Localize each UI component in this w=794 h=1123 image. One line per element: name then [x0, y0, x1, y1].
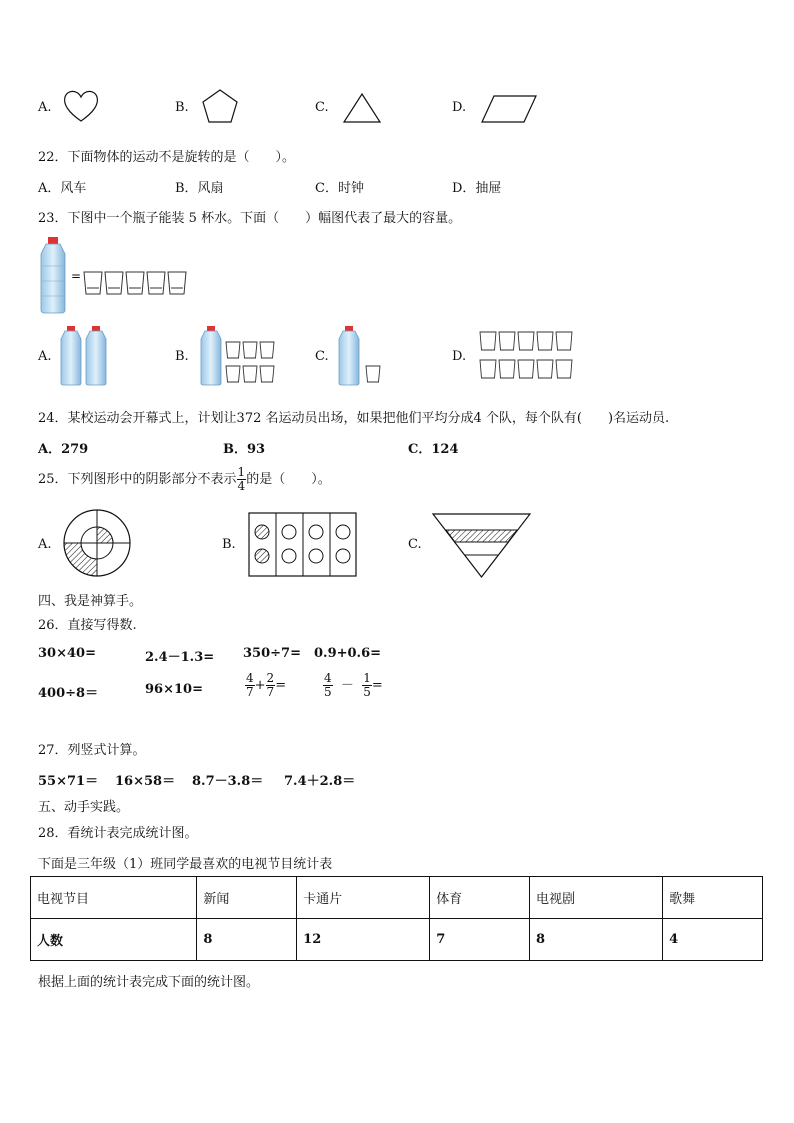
q22-option-d: D．抽屉 [452, 181, 502, 196]
section-5-heading: 五、动手实践。 [38, 800, 130, 815]
q21-option-a-label: A. [38, 100, 52, 115]
q21-option-b-label: B. [175, 100, 189, 115]
q23-option-a-label: A. [38, 349, 52, 364]
q26-fraction-sum: $\frac{4}{7}$ + $\frac{2}{7}$ = [246, 671, 287, 699]
q25-option-c-label: C. [408, 537, 422, 552]
q22-question: 22．下面物体的运动不是旋转的是（ ）。 [38, 150, 296, 165]
table-cell: 7 [430, 919, 530, 961]
q22-option-c: C．时钟 [315, 181, 364, 196]
fraction-one-quarter: $\frac{1}{4}$ [237, 465, 246, 493]
table-header-row [31, 877, 763, 919]
q26-item-5: 400÷8＝ [38, 686, 99, 701]
q25-option-b-label: B. [222, 537, 236, 552]
q23-option-b-image [200, 326, 278, 386]
cups-row [84, 272, 186, 294]
q26-item-1: 30×40= [38, 646, 96, 661]
q26-item-6: 96×10= [145, 682, 203, 697]
pentagon-shape [200, 88, 240, 124]
bottle-and-cups-illustration [38, 236, 198, 314]
table-cell: 4 [663, 919, 763, 961]
q27-question: 27．列竖式计算。 [38, 743, 146, 758]
table-cell: 12 [297, 919, 430, 961]
q25-question: 25．下列图形中的阴影部分不表示 $\frac{1}{4}$ 的是（ ）。 [38, 465, 331, 493]
table-cell: 电视剧 [530, 877, 663, 919]
q27-item-2: 16×58＝ [115, 774, 176, 789]
q23-option-c-image [338, 326, 388, 386]
q23-option-d-label: D. [452, 349, 467, 364]
table-cell: 8 [197, 919, 297, 961]
q25-option-a-label: A. [38, 537, 52, 552]
q24-question: 24．某校运动会开幕式上，计划让372 名运动员出场，如果把他们平均分成4 个队，每个队有( )名运动员. [38, 411, 670, 426]
table-cell: 人数 [31, 919, 197, 961]
q26-item-4: 0.9+0.6= [314, 646, 382, 661]
q25-option-b-grid [248, 512, 358, 578]
table-caption: 下面是三年级（1）班同学最喜欢的电视节目统计表 [38, 857, 333, 872]
bottle-icon [41, 237, 65, 313]
q23-option-b-label: B. [175, 349, 189, 364]
equals-sign: = [71, 269, 82, 283]
table-cell: 新闻 [197, 877, 297, 919]
triangle-shape [342, 92, 382, 124]
q28-question: 28．看统计表完成统计图。 [38, 826, 198, 841]
parallelogram-shape [480, 94, 538, 124]
table-row [31, 919, 763, 961]
section-4-heading: 四、我是神算手。 [38, 594, 143, 609]
table-cell: 卡通片 [297, 877, 430, 919]
heart-shape [62, 88, 100, 124]
q26-item-2: 2.4－1.3= [145, 650, 215, 665]
q25-option-a-circle [62, 508, 132, 578]
q24-option-a: A．279 [38, 442, 89, 457]
q27-item-1: 55×71＝ [38, 774, 99, 789]
table-cell: 体育 [430, 877, 530, 919]
q23-option-a-image [60, 326, 112, 386]
q27-item-4: 7.4＋2.8＝ [284, 774, 356, 789]
tv-program-table [30, 876, 763, 961]
q24-option-b: B．93 [223, 442, 266, 457]
q27-item-3: 8.7－3.8＝ [192, 774, 264, 789]
table-cell: 8 [530, 919, 663, 961]
q26-item-3: 350÷7= [243, 646, 301, 661]
q23-question: 23．下图中一个瓶子能装 5 杯水。下面（ ）幅图代表了最大的容量。 [38, 211, 462, 226]
q26-question: 26．直接写得数. [38, 618, 137, 633]
table-cell: 电视节目 [31, 877, 197, 919]
q23-option-d-image [478, 330, 574, 382]
q24-option-c: C．124 [408, 442, 459, 457]
q21-option-d-label: D. [452, 100, 467, 115]
q23-option-c-label: C. [315, 349, 329, 364]
q28-footer: 根据上面的统计表完成下面的统计图。 [38, 975, 260, 990]
q26-fraction-diff: $\frac{4}{5}$ － $\frac{1}{5}$ = [324, 671, 383, 699]
q25-option-c-triangle [432, 513, 532, 579]
table-cell: 歌舞 [663, 877, 763, 919]
q21-option-c-label: C. [315, 100, 329, 115]
q22-option-b: B．风扇 [175, 181, 224, 196]
q22-option-a: A．风车 [38, 181, 87, 196]
